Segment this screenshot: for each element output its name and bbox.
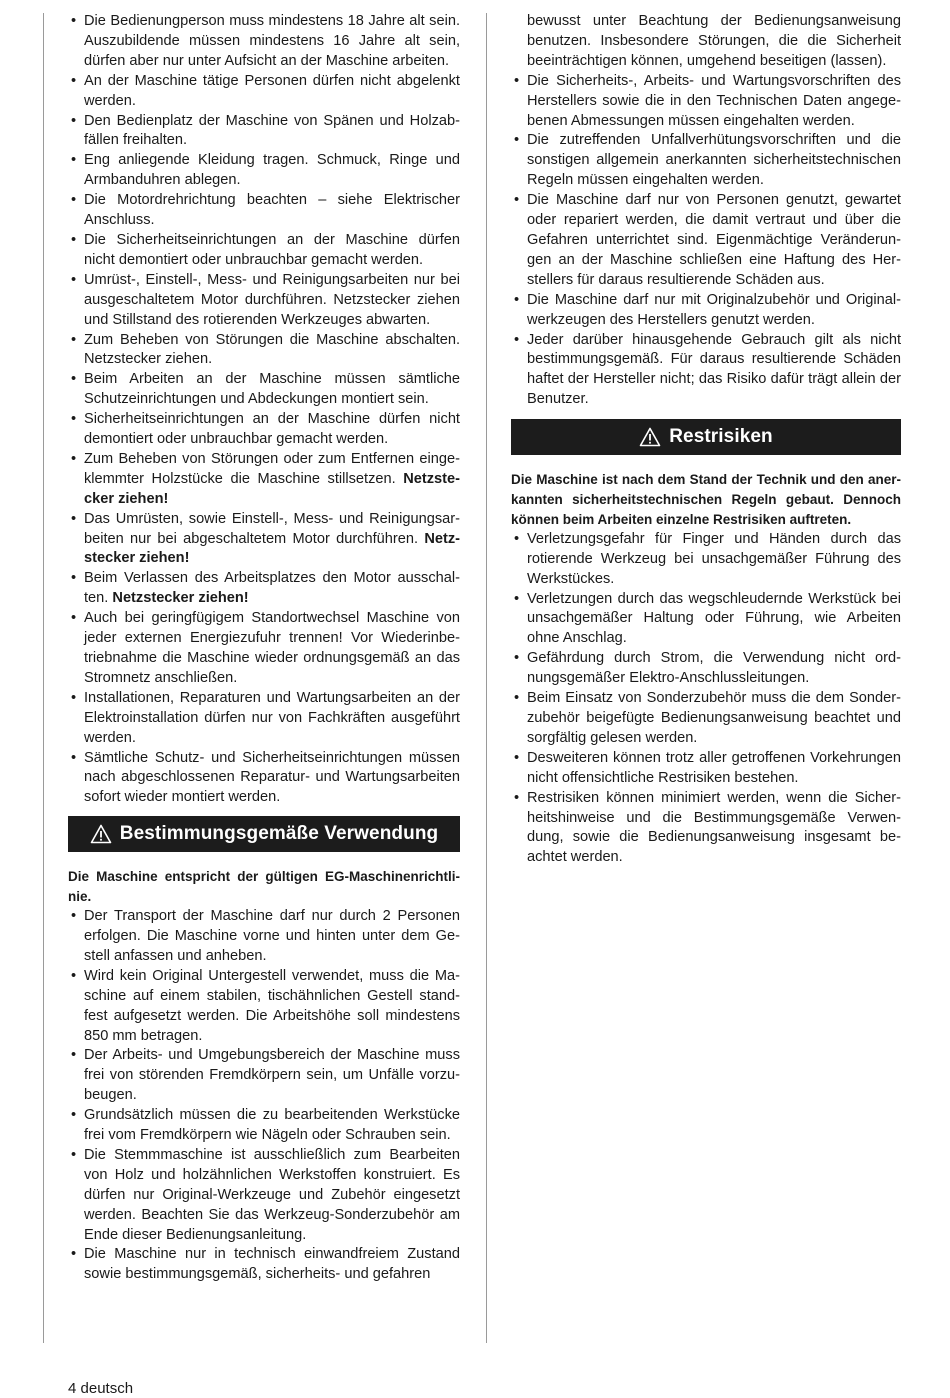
list-item [68, 151, 460, 191]
list-item [511, 191, 901, 291]
safety-instructions-list [68, 12, 460, 808]
list-item-text: Umrüst-, Einstell-, Mess- und Reinigungsarbeiten nur bei ausgeschaltetem Motor durchführen. Netzstecker ziehen und Stillstand des rotierenden Werkzeuges abwarten. [84, 271, 460, 328]
list-item-text: Verletzungen durch das wegschleudernde Werkstück bei unsachgemäßer Haltung oder Führung, wie Arbeiten ohne Anschlag. [527, 590, 901, 647]
warning-triangle-icon [90, 824, 112, 844]
list-item [511, 331, 901, 411]
section-intro: Die Maschine ist nach dem Stand der Technik und den anerkannten sicherheitstechnischen Regeln gebaut. Dennoch können beim Arbeiten einzelne Restrisiken auftreten. [511, 472, 901, 527]
list-item [511, 131, 901, 191]
list-item [68, 72, 460, 112]
list-item-text: Eng anliegende Kleidung tragen. Schmuck, Ringe und Armbanduhren ablegen. [84, 152, 460, 189]
list-item [68, 112, 460, 152]
section-heading-risks [511, 419, 901, 455]
list-item-text: Die Sicherheits-, Arbeits- und Wartungsvorschriften des Herstellers sowie die in den Technischen Daten angegebenen Abmessungen müssen eingehalten werden. [527, 72, 901, 129]
list-item [511, 72, 901, 132]
list-item-text: Wird kein Original Untergestell verwendet, muss die Maschine auf einem stabilen, tischähnlichen Gestell standfest aufgesetzt werden. Die Arbeitshöhe soll mindestens 850 mm betragen. [84, 967, 460, 1044]
list-item [68, 907, 460, 967]
list-item-text: Die Sicherheitseinrichtungen an der Maschine dürfen nicht demontiert oder unbrauchbar gemacht werden. [84, 231, 460, 268]
list-item-text: Den Bedienplatz der Maschine von Spänen und Holzabfällen freihalten. [84, 112, 460, 149]
list-item [68, 370, 460, 410]
list-item-text: Beim Verlassen des Arbeitsplatzes den Motor ausschalten. [84, 570, 460, 607]
left-column [68, 12, 460, 1285]
list-item-text: An der Maschine tätige Personen dürfen nicht abgelenkt werden. [84, 72, 460, 109]
section-title: Restrisiken [669, 426, 773, 448]
list-item [68, 331, 460, 371]
warning-triangle-icon [639, 427, 661, 447]
list-item [511, 590, 901, 650]
list-item [68, 1046, 460, 1106]
list-item-text: Gefährdung durch Strom, die Verwendung nicht ordnungsgemäßer Elektro-Anschlussleitungen. [527, 650, 901, 687]
list-item [68, 967, 460, 1047]
list-item [68, 450, 460, 510]
list-item [68, 231, 460, 271]
usage-list-continued [511, 72, 901, 410]
list-item-text: Die zutreffenden Unfallverhütungsvorschriften und die sonstigen allgemein anerkannten sicherheitstechnischen Regeln müssen eingehalten werden. [527, 132, 901, 189]
list-item-text: Zum Beheben von Störungen die Maschine abschalten. Netzstecker ziehen. [84, 331, 460, 368]
list-item-text: Auch bei geringfügigem Standortwechsel Maschine von jeder externen Energiezufuhr trennen! Vor Wiederinbetriebnahme die Maschine wieder ordnungsgemäß an das Stromnetz anschließen. [84, 610, 460, 686]
list-item-text: Beim Arbeiten an der Maschine müssen sämtliche Schutzeinrichtungen und Abdeckungen montiert sein. [84, 371, 460, 408]
list-item-text: Grundsätzlich müssen die zu bearbeitenden Werkstücke frei vom Fremdkörpern wie Nägeln oder Schrauben sein. [84, 1107, 460, 1144]
list-item-text: Die Stemmmaschine ist ausschließlich zum Bearbeiten von Holz und holzähnlichen Werkstoffen konstruiert. Es dürfen nur Original-Werkzeuge und Zubehör eingesetzt werden. Beachten Sie das Werkzeug-Sonderzubehör am Ende dieser Bedienungsanleitung. [84, 1146, 460, 1243]
list-item-emphasis: Netzstecker ziehen! [112, 590, 249, 607]
list-item-text: Jeder darüber hinausgehende Gebrauch gilt als nicht bestimmungsgemäß. Für daraus resultierende Schäden haftet der Hersteller nicht; das Risiko dafür trägt allein der Benutzer. [527, 331, 901, 408]
list-item [68, 410, 460, 450]
list-item-text: Zum Beheben von Störungen oder zum Entfernen eingeklemmter Holzstücke die Maschine stillsetzen. [84, 450, 460, 487]
column-divider [486, 13, 487, 1343]
list-item [511, 530, 901, 590]
left-margin-rule [43, 13, 44, 1343]
list-item-text: Beim Einsatz von Sonderzubehör muss die dem Sonderzubehör beigefügte Bedienungsanweisung beachtet und sorgfältig gelesen werden. [527, 690, 901, 746]
list-item [68, 1245, 460, 1285]
list-item-text: Der Arbeits- und Umgebungsbereich der Maschine muss frei von störenden Fremdkörpern sein, um Unfälle vorzubeugen. [84, 1047, 460, 1104]
section-intro: Die Maschine entspricht der gültigen EG-Maschinenrichtlinie. [68, 869, 460, 905]
list-item [511, 649, 901, 689]
list-item-text: Installationen, Reparaturen und Wartungsarbeiten an der Elektroinstallation dürfen nur von Fachkräften ausgeführt werden. [84, 689, 460, 746]
list-item-text: Die Motordrehrichtung beachten – siehe Elektrischer Anschluss. [84, 192, 460, 229]
page-footer: 4 deutsch [68, 1380, 134, 1397]
list-item [68, 609, 460, 689]
list-item-text: Die Bedienungperson muss mindestens 18 Jahre alt sein. Auszubildende müssen mindestens 16 Jahre alt sein, dürfen aber nur unter Aufsicht an der Maschine arbeiten. [84, 13, 460, 69]
list-item [511, 689, 901, 749]
list-item [68, 510, 460, 570]
list-item [68, 689, 460, 749]
list-item [68, 569, 460, 609]
continued-text: bewusst unter Beachtung der Bedienungsanweisung benutzen. Insbesondere Störungen, die die Sicherheit beeinträchtigen können, umgehend beseitigen (lassen). [527, 13, 901, 69]
list-item-text: Die Maschine darf nur mit Originalzubehör und Originalwerkzeugen des Herstellers genutzt werden. [527, 291, 901, 328]
list-item-text: Die Maschine darf nur von Personen genutzt, gewartet oder repariert werden, die damit vertraut und über die Gefahren unterrichtet sind. Eigenmächtige Veränderungen an der Maschine schließen eine Haftung des Herstellers für daraus resultierende Schäden aus. [527, 192, 901, 288]
list-item [68, 749, 460, 809]
list-item [511, 789, 901, 869]
list-item-text: Sämtliche Schutz- und Sicherheitseinrichtungen müssen nach abgeschlossenen Reparatur- und Wartungsarbeiten sofort wieder montiert werden. [84, 749, 460, 806]
right-column [511, 12, 901, 868]
list-item [68, 1106, 460, 1146]
list-item-text: Verletzungsgefahr für Finger und Händen durch das rotierende Werkzeug bei unsachgemäßer Führung des Werkstückes. [527, 530, 901, 587]
risks-list [511, 530, 901, 868]
list-item [68, 12, 460, 72]
list-item-text: Sicherheitseinrichtungen an der Maschine dürfen nicht demontiert oder unbrauchbar gemacht werden. [84, 411, 460, 448]
list-item-emphasis: Netzstecker ziehen! [84, 470, 460, 507]
list-item [511, 291, 901, 331]
list-item-emphasis: Netzstecker ziehen! [84, 530, 460, 567]
section-heading-usage [68, 816, 460, 852]
section-title: Bestimmungsgemäße Verwendung [119, 823, 439, 845]
list-item-text: Der Transport der Maschine darf nur durch 2 Personen erfolgen. Die Maschine vorne und hinten unter dem Gestell anfassen und anheben. [84, 908, 460, 964]
list-item-text: Desweiteren können trotz aller getroffenen Vorkehrungen nicht offensichtliche Restrisiken bestehen. [527, 749, 901, 786]
list-item [511, 749, 901, 789]
list-item-text: Das Umrüsten, sowie Einstell-, Mess- und Reinigungsarbeiten nur bei abgeschaltetem Motor durchführen. [84, 510, 460, 547]
list-item-text: Die Maschine nur in technisch einwandfreiem Zustand sowie bestimmungsgemäß, sicherheits- und gefahren [84, 1246, 460, 1283]
list-item [68, 191, 460, 231]
list-item [68, 271, 460, 331]
usage-list [68, 907, 460, 1285]
list-item-text: Restrisiken können minimiert werden, wenn die Sicherheitshinweise und die Bestimmungsgemäße Verwendung, sowie die Bedienungsanweisung insgesamt beachtet werden. [527, 789, 901, 866]
list-item [68, 1146, 460, 1246]
